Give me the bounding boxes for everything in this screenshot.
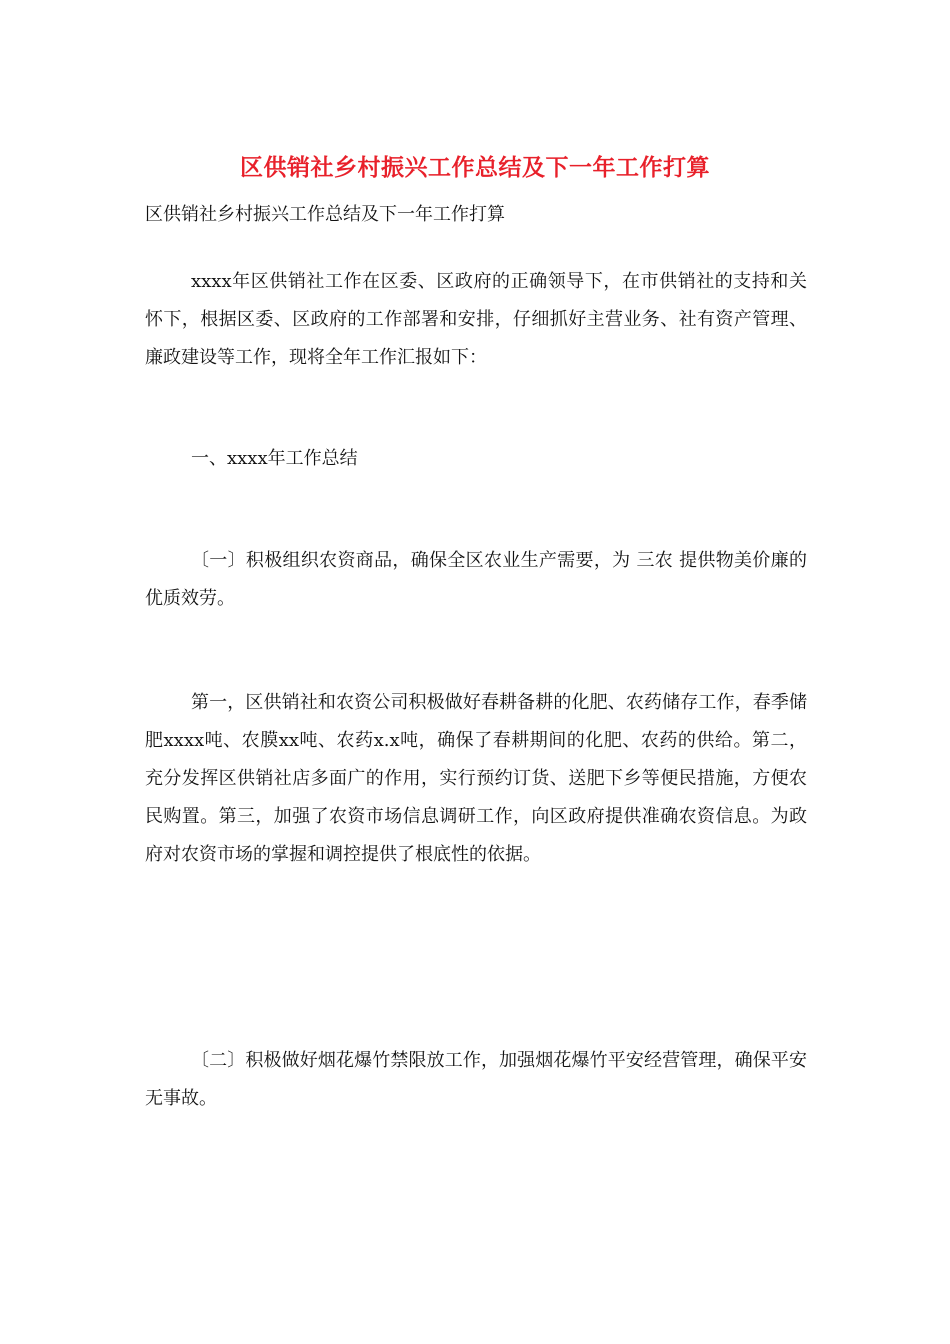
item-two-paragraph: 〔二〕积极做好烟花爆竹禁限放工作，加强烟花爆竹平安经营管理，确保平安无事故。	[145, 1050, 807, 1109]
item-one-paragraph: 〔一〕积极组织农资商品，确保全区农业生产需要，为 三农 提供物美价廉的优质效劳。	[145, 550, 807, 609]
first-measures-paragraph: 第一，区供销社和农资公司积极做好春耕备耕的化肥、农药储存工作，春季储肥xxxx吨、农膜xx吨、农药x.x吨，确保了春耕期间的化肥、农药的供给。第二，充分发挥区供销社店多面广的作用，实行预约订货、送肥下乡等便民措施，方便农民购置。第三，加强了农资市场信息调研工作，向区政府提供准确农资信息。为政府对农资市场的掌握和调控提供了根底性的依据。	[145, 692, 807, 865]
intro-paragraph: xxxx年区供销社工作在区委、区政府的正确领导下，在市供销社的支持和关怀下，根据区委、区政府的工作部署和安排，仔细抓好主营业务、社有资产管理、廉政建设等工作，现将全年工作汇报如下：	[145, 271, 807, 368]
document-title: 区供销社乡村振兴工作总结及下一年工作打算	[240, 155, 710, 181]
section-heading-one: 一、xxxx年工作总结	[191, 448, 358, 469]
document-subtitle: 区供销社乡村振兴工作总结及下一年工作打算	[145, 204, 505, 225]
